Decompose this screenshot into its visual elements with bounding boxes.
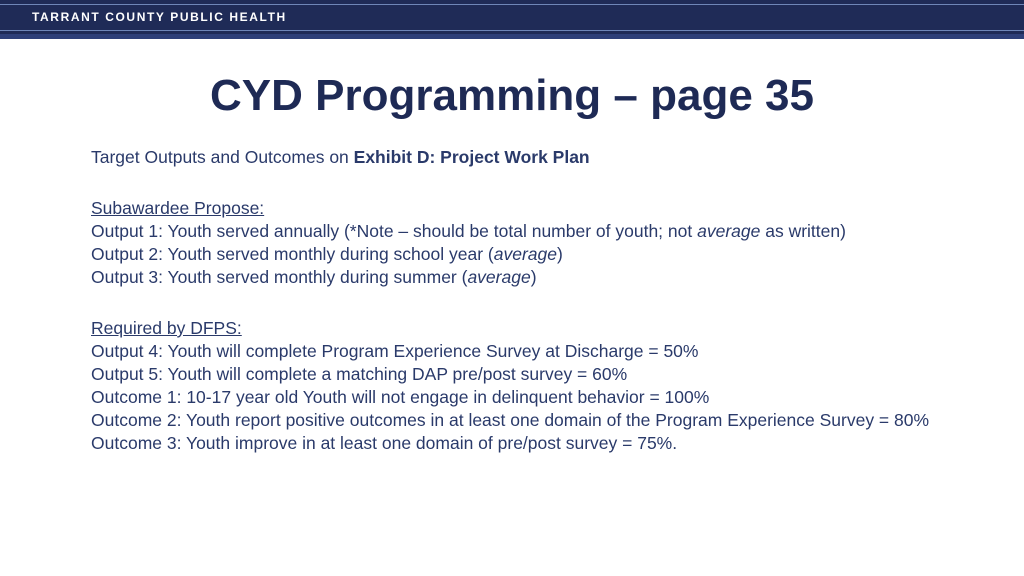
required-heading-line	[91, 317, 981, 340]
output-1	[91, 220, 981, 243]
outcome-2: Outcome 2: Youth report positive outcomes in at least one domain of the Program Experience Survey = 80%	[91, 410, 930, 430]
outcome-3: Outcome 3: Youth improve in at least one domain of pre/post survey = 75%.	[91, 433, 678, 453]
header-bar	[0, 0, 1024, 34]
output-1-text: Output 1: Youth served annually (*Note – should be total number of youth; not	[91, 221, 698, 241]
subawardee-heading-line	[91, 197, 981, 220]
output-1-italic: average	[697, 221, 761, 241]
spacer	[91, 169, 981, 197]
header-band	[0, 34, 1024, 39]
intro-text: Target Outputs and Outcomes on	[91, 147, 354, 167]
slide-body	[91, 146, 981, 455]
output-3	[91, 266, 981, 289]
output-2	[91, 243, 981, 266]
header-stripe-top	[0, 4, 1024, 5]
output-5: Output 5: Youth will complete a matching DAP pre/post survey = 60%	[91, 364, 628, 384]
header-stripe-bottom	[0, 30, 1024, 31]
output-1-suffix: as written)	[760, 221, 846, 241]
output-4: Output 4: Youth will complete Program Experience Survey at Discharge = 50%	[91, 341, 699, 361]
intro-exhibit: Exhibit D: Project Work Plan	[353, 147, 590, 167]
output-3-text: Output 3: Youth served monthly during summer (	[91, 267, 468, 287]
slide-title: CYD Programming – page 35	[210, 71, 814, 120]
intro-line	[91, 146, 981, 169]
output-2-italic: average	[493, 244, 557, 264]
organization-name: TARRANT COUNTY PUBLIC HEALTH	[32, 10, 287, 24]
required-heading: Required by DFPS:	[91, 318, 242, 338]
output-3-italic: average	[467, 267, 531, 287]
spacer	[91, 289, 981, 317]
output-3-suffix: )	[530, 267, 537, 287]
subawardee-heading: Subawardee Propose:	[91, 198, 265, 218]
outcome-1: Outcome 1: 10-17 year old Youth will not engage in delinquent behavior = 100%	[91, 387, 710, 407]
output-2-text: Output 2: Youth served monthly during school year (	[91, 244, 494, 264]
output-2-suffix: )	[557, 244, 563, 264]
